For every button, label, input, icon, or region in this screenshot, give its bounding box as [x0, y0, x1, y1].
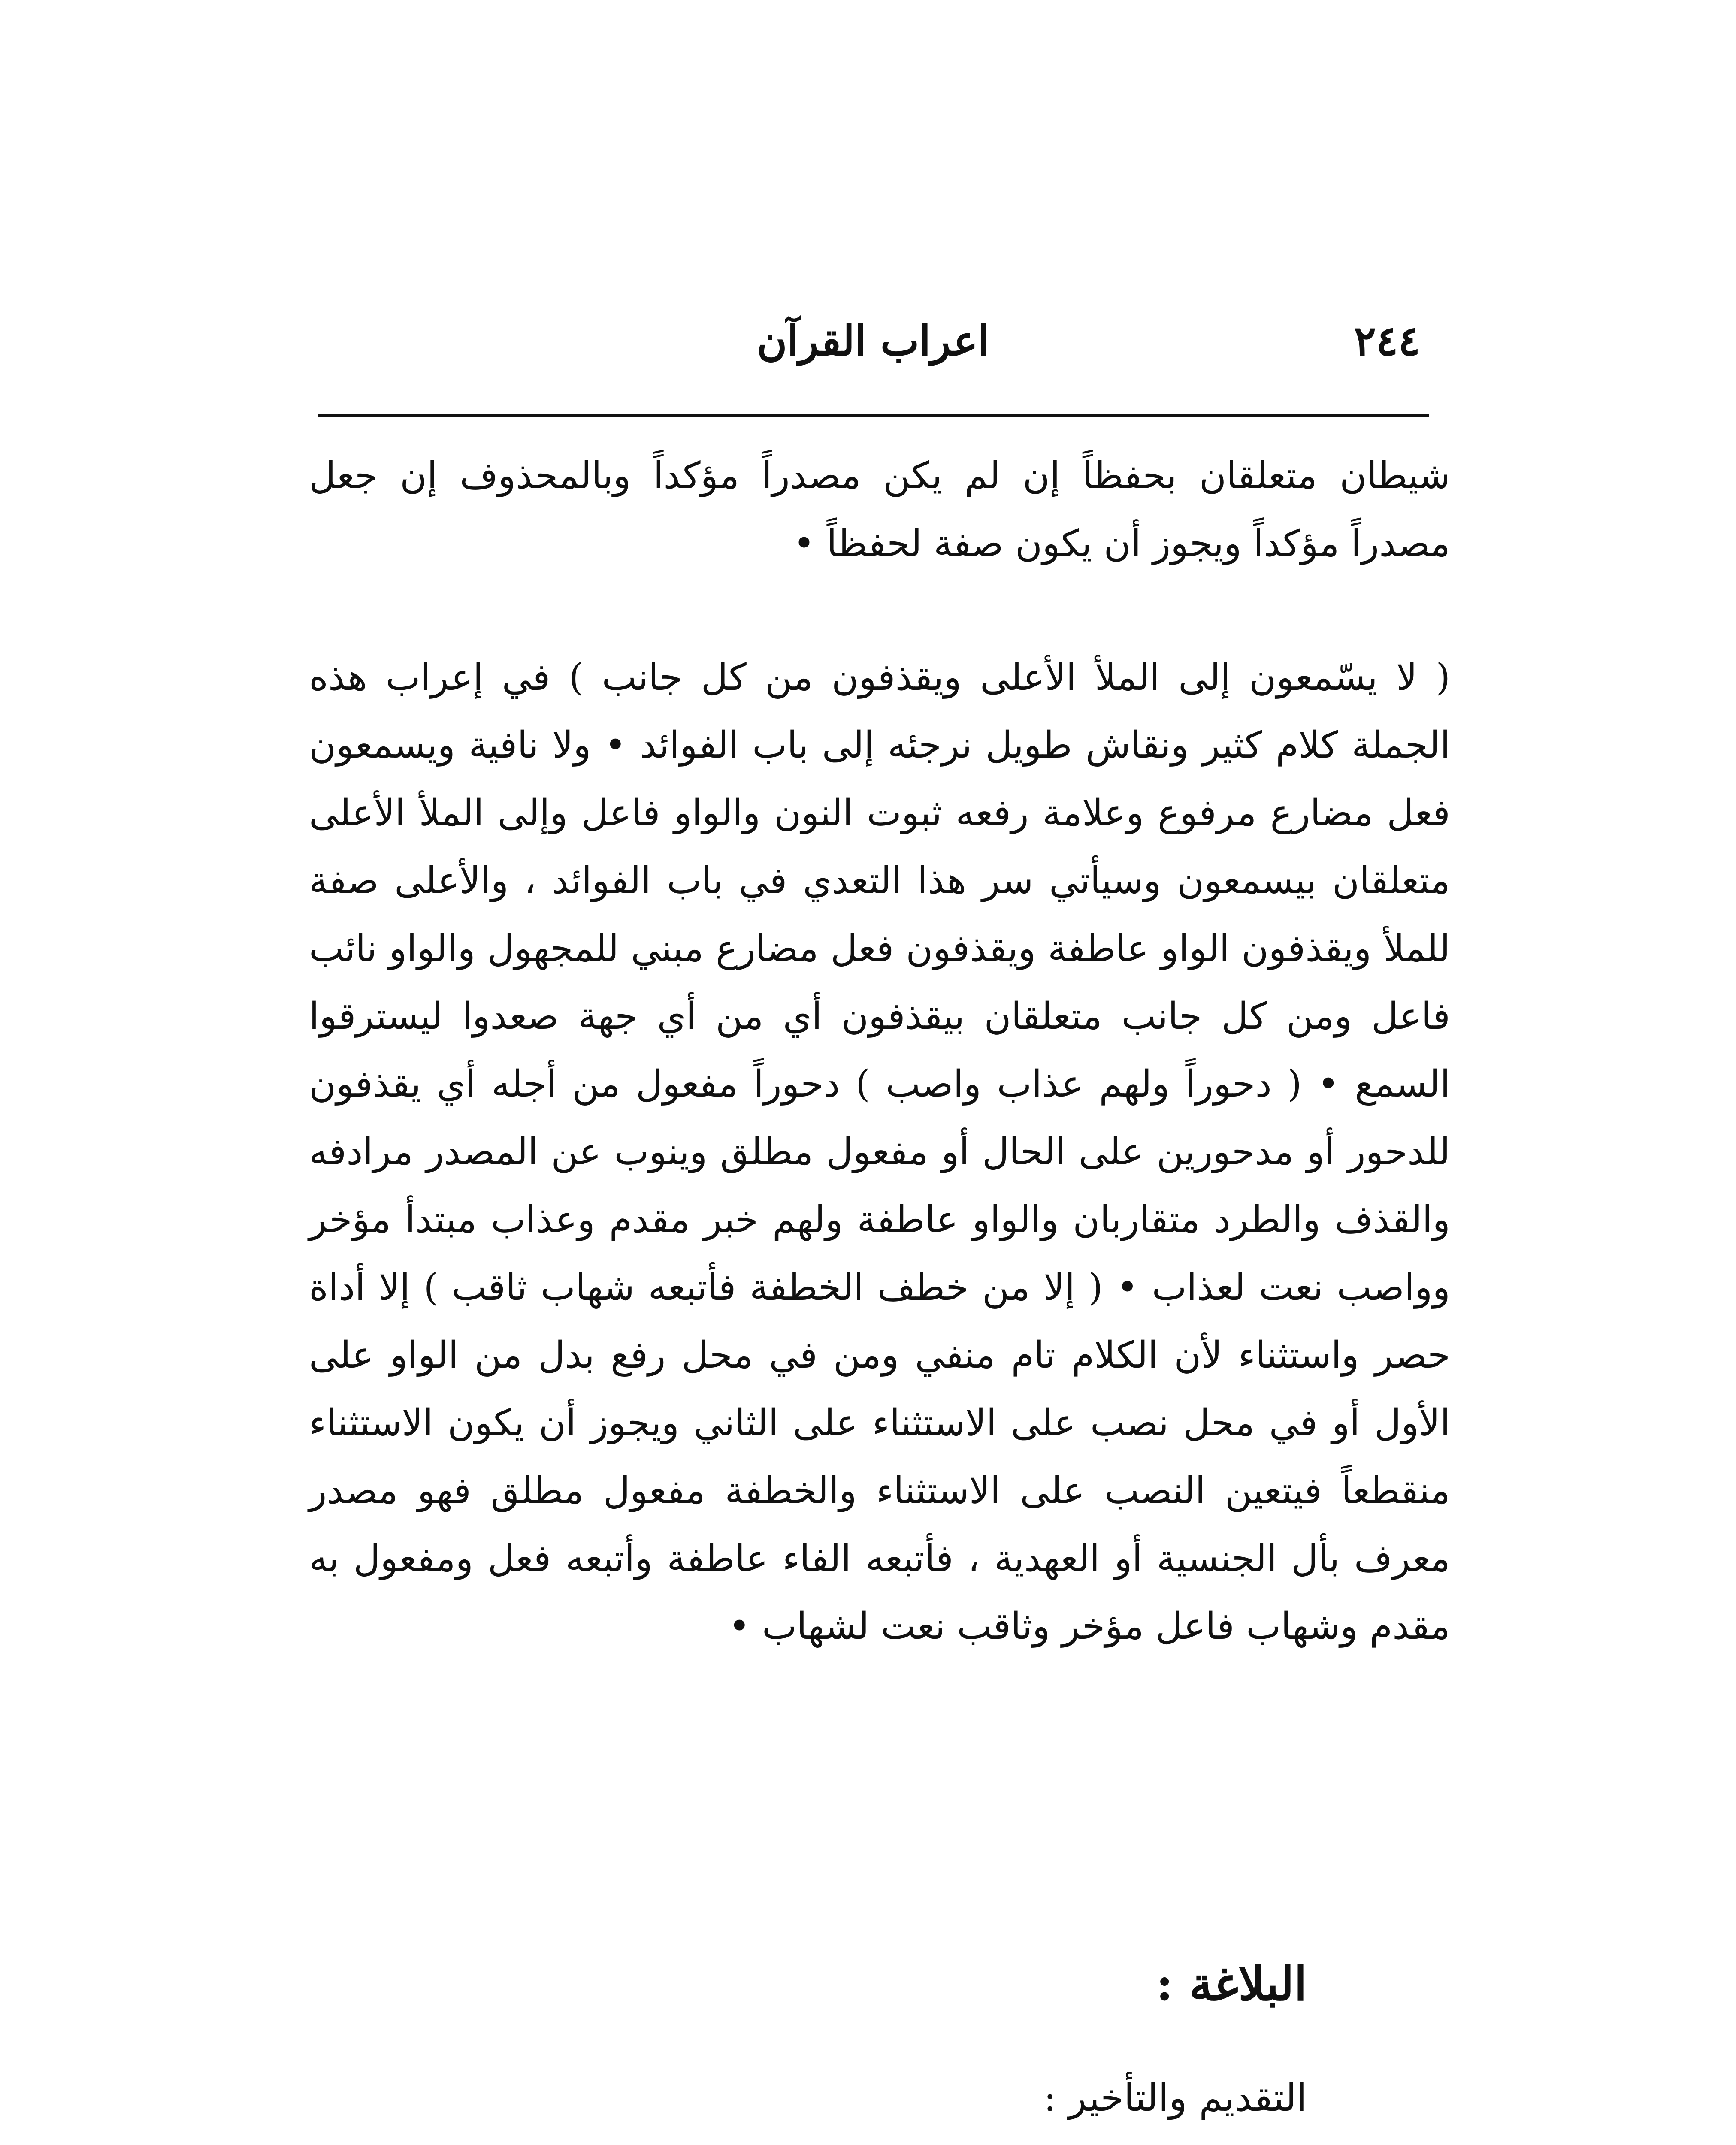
page-header: [318, 309, 1429, 386]
running-title: اعراب القرآن: [756, 317, 989, 365]
paragraph-2: ( لا يسّمعون إلى الملأ الأعلى ويقذفون من كل جانب ) في إعراب هذه الجملة كلام كثير ونقاش طويل نرجئه إلى باب الفوائد • ولا نافية ويسمعون فعل مضارع مرفوع وعلامة رفعه ثبوت النون والواو فاعل وإلى الملأ الأعلى متعلقان بيسمعون وسيأتي سر هذا التعدي في باب الفوائد ، والأعلى صفة للملأ ويقذفون الواو عاطفة ويقذفون فعل مضارع مبني للمجهول والواو نائب فاعل ومن كل جانب متعلقان بيقذفون أي من أي جهة صعدوا ليسترقوا السمع • ( دحوراً ولهم عذاب واصب ) دحوراً مفعول من أجله أي يقذفون للدحور أو مدحورين على الحال أو مفعول مطلق وينوب عن المصدر مرادفه والقذف والطرد متقاربان والواو عاطفة ولهم خبر مقدم وعذاب مبتدأ مؤخر وواصب نعت لعذاب • ( إلا من خطف الخطفة فأتبعه شهاب ثاقب ) إلا أداة حصر واستثناء لأن الكلام تام منفي ومن في محل رفع بدل من الواو على الأول أو في محل نصب على الاستثناء على الثاني ويجوز أن يكون الاستثناء منقطعاً فيتعين النصب على الاستثناء والخطفة مفعول مطلق فهو مصدر معرف بأل الجنسية أو العهدية ، فأتبعه الفاء عاطفة وأتبعه فعل ومفعول به مقدم وشهاب فاعل مؤخر وثاقب نعت لشهاب •: [309, 656, 1450, 1648]
section-heading-balagha: البلاغة :: [1156, 1957, 1307, 2011]
paragraph-1: شيطان متعلقان بحفظاً إن لم يكن مصدراً مؤكداً وبالمحذوف إن جعل مصدراً مؤكداً ويجوز أن يكون صفة لحفظاً •: [309, 454, 1450, 565]
header-divider: [318, 414, 1429, 417]
subheading-taqdim: التقديم والتأخير :: [1043, 2076, 1307, 2120]
page-number: ٢٤٤: [1354, 317, 1420, 365]
